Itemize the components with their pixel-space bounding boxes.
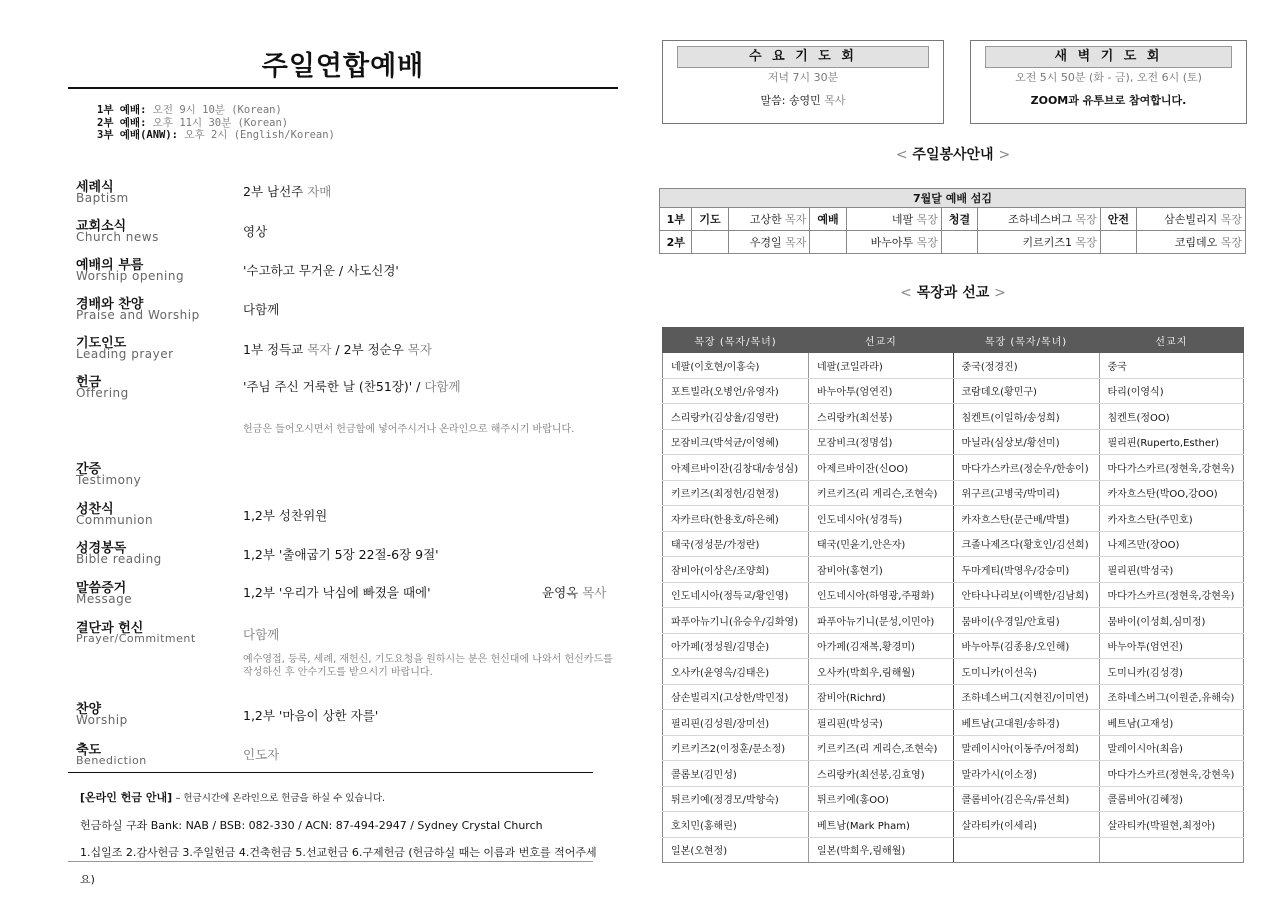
mission-row xyxy=(663,429,1244,455)
mission-field-cell: 도미니카(김성경) xyxy=(1099,659,1243,685)
order-title-en: Communion xyxy=(76,513,154,527)
mission-field-cell: 인도네시아(하영광,주평화) xyxy=(809,582,953,608)
order-value xyxy=(243,377,461,395)
speaker-title: 목사 xyxy=(824,94,846,107)
order-title-en: Message xyxy=(76,592,133,606)
assignee-name: 삼손빌리지 xyxy=(1164,213,1218,226)
service-time-row xyxy=(97,117,335,130)
speaker-label: 말씀: xyxy=(760,94,786,107)
service-category xyxy=(810,231,846,254)
preacher-title: 목사 xyxy=(582,585,607,600)
mission-field-cell: 잠비아(홍현기) xyxy=(809,557,953,583)
order-title-ko: 헌금 xyxy=(76,375,102,390)
mokjang-cell: 카자흐스탄(문근배/박별) xyxy=(953,506,1099,532)
mokjang-cell: 호치민(홍해린) xyxy=(663,812,809,838)
mokjang-cell: 인도네시아(정득교/황인영) xyxy=(663,582,809,608)
order-title-ko: 경배와 찬양 xyxy=(76,297,144,312)
service-table xyxy=(659,188,1246,254)
prayer-leader-2: 2부 정순우 xyxy=(343,342,404,357)
mokjang-cell: 안타나나리보(이백한/김남희) xyxy=(953,582,1099,608)
mokjang-cell: 자카르타(한용호/하은혜) xyxy=(663,506,809,532)
mission-field-cell: 바누아투(엄연진) xyxy=(809,378,953,404)
service-guide-title xyxy=(660,144,1246,164)
mission-table xyxy=(662,327,1244,863)
order-title-ko: 기도인도 xyxy=(76,336,127,351)
service-guide-text: 주일봉사안내 xyxy=(912,147,994,163)
page-title: 주일연합예배 xyxy=(261,51,425,82)
mission-field-cell: 키르키즈(리 게리슨,조현숙) xyxy=(809,480,953,506)
prayer-separator: / xyxy=(335,342,340,357)
service-assignee xyxy=(846,208,941,231)
title-divider xyxy=(68,87,618,89)
mission-field-cell: 아가페(김재복,황경미) xyxy=(809,633,953,659)
mission-row xyxy=(663,506,1244,532)
order-value: 1,2부 '마음이 상한 자를' xyxy=(243,708,379,723)
mokjang-cell: 도미니카(이선옥) xyxy=(953,659,1099,685)
service-time: 오전 9시 10분 (Korean) xyxy=(152,104,282,116)
mission-row xyxy=(663,735,1244,761)
mission-field-cell: 잠비아(Richrd) xyxy=(809,684,953,710)
mission-body xyxy=(663,353,1244,863)
service-assignee xyxy=(728,208,810,231)
mission-field-cell: 마다가스카르(정현욱,강현욱) xyxy=(1099,761,1243,787)
mokjang-cell: 중국(정경진) xyxy=(953,353,1099,379)
order-value: 영상 xyxy=(243,224,268,239)
assignee-title: 목자 xyxy=(785,236,807,249)
mission-field-cell: 뭄바이(이성희,심미정) xyxy=(1099,608,1243,634)
giving-bank: 헌금하실 구좌 Bank: NAB / BSB: 082-330 / ACN: 87-494-2947 / Sydney Crystal Church xyxy=(80,819,543,832)
mokjang-cell: 뭄바이(우경일/안효림) xyxy=(953,608,1099,634)
mokjang-cell: 키르키즈2(이정훈/문소정) xyxy=(663,735,809,761)
assignee-title: 목장 xyxy=(1075,213,1097,226)
mokjang-cell: 모잠비크(박석균/이영혜) xyxy=(663,429,809,455)
assignee-title: 목장 xyxy=(1220,213,1242,226)
order-value xyxy=(243,182,331,200)
order-title-ko: 축도 xyxy=(76,743,102,758)
mission-field-cell: 카자흐스탄(박OO,강OO) xyxy=(1099,480,1243,506)
mission-field-cell: 콜롬비아(김혜정) xyxy=(1099,786,1243,812)
mokjang-cell: 침켄트(이일하/송성희) xyxy=(953,404,1099,430)
assignee-title: 목장 xyxy=(1075,236,1097,249)
mokjang-cell: 키르키즈(최정헌/김현정) xyxy=(663,480,809,506)
wednesday-speaker xyxy=(663,92,943,108)
service-label: 1부 예배: xyxy=(97,104,147,116)
wednesday-time: 저녁 7시 30분 xyxy=(767,71,839,84)
mission-title-text: 목장과 선교 xyxy=(916,285,990,301)
mission-field-cell: 필리핀(박성국) xyxy=(809,710,953,736)
order-title-ko: 간증 xyxy=(76,462,102,477)
mission-field-cell: 튀르키예(홍OO) xyxy=(809,786,953,812)
mokjang-cell: 네팔(이호현/이홍숙) xyxy=(663,353,809,379)
mission-field-cell: 아제르바이잔(신OO) xyxy=(809,455,953,481)
mission-field-cell: 모잠비크(정명섭) xyxy=(809,429,953,455)
assignee-title: 목장 xyxy=(916,236,938,249)
order-title-en: Worship opening xyxy=(76,269,185,283)
service-part: 1부 xyxy=(660,208,692,231)
mokjang-cell: 베트남(고대원/송하경) xyxy=(953,710,1099,736)
mokjang-cell: 스리랑카(김상율/김영란) xyxy=(663,404,809,430)
giving-heading: [온라인 헌금 안내] xyxy=(80,791,173,804)
mokjang-cell xyxy=(953,837,1099,863)
assignee-name: 코림데오 xyxy=(1174,236,1218,249)
mission-field-cell: 오사카(박희우,림해월) xyxy=(809,659,953,685)
service-assignee xyxy=(1137,231,1246,254)
commitment-note: 예수영접, 등록, 세례, 재헌신, 기도요청을 원하시는 분은 헌신대에 나와서 헌신카드를 작성하신 후 안수기도를 받으시기 바랍니다. xyxy=(243,654,613,678)
service-row xyxy=(660,231,1246,254)
service-assignee xyxy=(978,231,1101,254)
mission-row xyxy=(663,582,1244,608)
service-part: 2부 xyxy=(660,231,692,254)
mokjang-cell: 말라가시(이소정) xyxy=(953,761,1099,787)
order-value: 1,2부 '우리가 낙심에 빠졌을 때에' xyxy=(243,585,431,600)
mission-row xyxy=(663,378,1244,404)
order-title-en: Church news xyxy=(76,230,159,244)
mission-field-cell: 네팔(코일라라) xyxy=(809,353,953,379)
mokjang-cell: 조하네스버그(지현진/이미연) xyxy=(953,684,1099,710)
service-label: 2부 예배: xyxy=(97,116,147,129)
mission-field-cell: 키르키즈(리 게리슨,조현숙) xyxy=(809,735,953,761)
assignee-name: 고상한 xyxy=(749,213,782,226)
mission-title xyxy=(660,282,1246,302)
giving-intro: – 헌금시간에 온라인으로 헌금을 하실 수 있습니다. xyxy=(175,793,386,804)
order-value: 1,2부 성찬위원 xyxy=(243,508,328,523)
bracket-right: > xyxy=(998,147,1011,163)
service-category: 청결 xyxy=(941,208,977,231)
order-title-ko: 성찬식 xyxy=(76,502,114,517)
assignee-title: 목자 xyxy=(785,213,807,226)
bracket-left: < xyxy=(895,147,908,163)
mission-row xyxy=(663,761,1244,787)
order-title-en: Offering xyxy=(76,386,129,400)
mission-row xyxy=(663,557,1244,583)
service-assignee xyxy=(846,231,941,254)
order-title-ko: 세례식 xyxy=(76,180,114,195)
mission-row xyxy=(663,455,1244,481)
mission-field-cell: 바누아투(엄연진) xyxy=(1099,633,1243,659)
mission-row xyxy=(663,404,1244,430)
order-title-ko: 찬양 xyxy=(76,702,102,717)
mokjang-cell: 코람데오(황민구) xyxy=(953,378,1099,404)
assignee-title: 목장 xyxy=(1220,236,1242,249)
mokjang-cell: 마다가스카르(정순우/한송이) xyxy=(953,455,1099,481)
wednesday-prayer-title: 수 요 기 도 회 xyxy=(677,46,929,68)
service-time-row xyxy=(97,104,335,117)
prayer-leader-2-title: 목자 xyxy=(407,342,432,357)
service-assignee xyxy=(978,208,1101,231)
mokjang-cell: 삼손빌리지(고상한/박민정) xyxy=(663,684,809,710)
mission-header-cell: 선교지 xyxy=(1099,328,1243,353)
order-title-ko: 결단과 헌신 xyxy=(76,621,144,636)
mokjang-cell: 필리핀(김성원/장미선) xyxy=(663,710,809,736)
mokjang-cell: 콜롬비아(김은옥/류선희) xyxy=(953,786,1099,812)
order-value: 1,2부 '출애굽기 5장 22절-6장 9절' xyxy=(243,547,439,562)
order-title-en: Leading prayer xyxy=(76,347,174,361)
mission-field-cell: 스리랑카(최선봉) xyxy=(809,404,953,430)
order-title-en: Bible reading xyxy=(76,552,162,566)
giving-types: 1.십일조 2.감사헌금 3.주일헌금 4.건축헌금 5.선교헌금 6.구제헌금 (헌금하실 때는 이름과 번호를 적어주세요) xyxy=(80,846,597,886)
order-value xyxy=(243,340,432,358)
prayer-leader-1: 1부 정득교 xyxy=(243,342,304,357)
assignee-name: 네팔 xyxy=(891,213,914,226)
mission-field-cell: 파푸아뉴기니(문성,이민아) xyxy=(809,608,953,634)
service-category: 안전 xyxy=(1100,208,1136,231)
order-value-text: 2부 남선주 xyxy=(243,184,304,199)
giving-divider xyxy=(68,772,593,773)
order-title-ko: 말씀증거 xyxy=(76,581,127,596)
order-title-en: Praise and Worship xyxy=(76,308,200,322)
speaker-name: 송영민 xyxy=(788,94,821,107)
service-time: 오후 2시 (English/Korean) xyxy=(184,129,335,141)
assignee-name: 키르키즈1 xyxy=(1022,236,1072,249)
bracket-right: > xyxy=(994,285,1006,301)
dawn-prayer-box xyxy=(970,40,1247,124)
mission-field-cell: 필리핀(박성국) xyxy=(1099,557,1243,583)
mission-header-cell: 목장 (목자/목녀) xyxy=(953,328,1099,353)
mokjang-cell: 파푸아뉴기니(유승우/김화영) xyxy=(663,608,809,634)
mission-field-cell: 마다가스카르(정현욱,강현욱) xyxy=(1099,455,1243,481)
mokjang-cell: 크졸나제즈다(황호인/김선희) xyxy=(953,531,1099,557)
service-category: 기도 xyxy=(692,208,728,231)
mokjang-cell: 포트빌라(오병언/유영자) xyxy=(663,378,809,404)
service-time: 오후 11시 30분 (Korean) xyxy=(152,116,289,129)
order-value-title: 자매 xyxy=(307,184,332,199)
order-title-en: Testimony xyxy=(76,473,142,487)
mokjang-cell: 오사카(윤영옥/김태은) xyxy=(663,659,809,685)
giving-heading-row xyxy=(80,784,610,812)
order-title-ko: 교회소식 xyxy=(76,219,127,234)
mission-row xyxy=(663,659,1244,685)
bottom-divider xyxy=(68,861,593,862)
service-assignee xyxy=(1137,208,1246,231)
dawn-prayer-title: 새 벽 기 도 회 xyxy=(985,46,1232,68)
mission-field-cell: 베트남(Mark Pham) xyxy=(809,812,953,838)
mokjang-cell: 마닐라(심상보/황선미) xyxy=(953,429,1099,455)
mission-field-cell: 마다가스카르(정현욱,강현욱) xyxy=(1099,582,1243,608)
service-category: 예배 xyxy=(810,208,846,231)
assignee-title: 목장 xyxy=(916,213,938,226)
order-value: 인도자 xyxy=(243,747,280,762)
mission-row xyxy=(663,633,1244,659)
mission-row xyxy=(663,608,1244,634)
service-assignee xyxy=(728,231,810,254)
order-title-en: Baptism xyxy=(76,191,129,205)
mission-field-cell: 인도네시아(성경득) xyxy=(809,506,953,532)
service-category xyxy=(692,231,728,254)
mission-header-row xyxy=(663,328,1244,353)
order-title-en: Benediction xyxy=(76,754,147,767)
mission-field-cell: 일본(박희우,림해월) xyxy=(809,837,953,863)
order-value: 다함께 xyxy=(243,302,280,317)
order-value: 다함께 xyxy=(243,627,280,642)
service-row xyxy=(660,208,1246,231)
online-giving-info xyxy=(80,784,610,893)
mokjang-cell: 태국(정성문/가정란) xyxy=(663,531,809,557)
order-title-en: Worship xyxy=(76,713,128,727)
order-value-text: '주님 주신 거룩한 날 (찬51장)' / xyxy=(243,379,421,394)
mokjang-cell: 일본(오현정) xyxy=(663,837,809,863)
service-category xyxy=(1100,231,1136,254)
mission-row xyxy=(663,353,1244,379)
prayer-leader-1-title: 목자 xyxy=(307,342,332,357)
mokjang-cell: 아제르바이잔(김창대/송성심) xyxy=(663,455,809,481)
mission-field-cell: 스리랑카(최선봉,김효영) xyxy=(809,761,953,787)
service-label: 3부 예배(ANW): xyxy=(97,129,179,141)
assignee-name: 우경일 xyxy=(749,236,782,249)
mokjang-cell: 살라티카(이세리) xyxy=(953,812,1099,838)
bracket-left: < xyxy=(900,285,912,301)
mokjang-cell: 잠비아(이상은/조양희) xyxy=(663,557,809,583)
mission-field-cell xyxy=(1099,837,1243,863)
preacher-name: 윤영옥 xyxy=(542,585,579,600)
mission-header-cell: 목장 (목자/목녀) xyxy=(663,328,809,353)
mission-field-cell: 태국(민윤기,안은자) xyxy=(809,531,953,557)
mokjang-cell: 아가페(정성원/김명순) xyxy=(663,633,809,659)
assignee-name: 바누아투 xyxy=(870,236,914,249)
assignee-name: 조하네스버그 xyxy=(1008,213,1072,226)
mission-field-cell: 침켄트(정OO) xyxy=(1099,404,1243,430)
mokjang-cell: 튀르키예(정경모/박향숙) xyxy=(663,786,809,812)
mission-field-cell: 말레이시아(최음) xyxy=(1099,735,1243,761)
service-times xyxy=(97,104,335,142)
mokjang-cell: 말레이시아(이동주/어정희) xyxy=(953,735,1099,761)
dawn-time: 오전 5시 50분 (화 - 금), 오전 6시 (토) xyxy=(1015,71,1202,84)
mission-header-cell: 선교지 xyxy=(809,328,953,353)
service-table-header: 7월달 예배 섬김 xyxy=(660,189,1246,208)
order-value-extra: 다함께 xyxy=(424,379,461,394)
mission-row xyxy=(663,684,1244,710)
mission-field-cell: 중국 xyxy=(1099,353,1243,379)
dawn-note: ZOOM과 유투브로 참여합니다. xyxy=(1030,94,1187,107)
sermon-preacher xyxy=(542,583,606,601)
wednesday-prayer-box xyxy=(662,40,944,124)
order-title-en: Prayer/Commitment xyxy=(76,632,196,645)
mission-row xyxy=(663,710,1244,736)
mission-field-cell: 나제즈만(장OO) xyxy=(1099,531,1243,557)
mission-field-cell: 타리(이영식) xyxy=(1099,378,1243,404)
service-category xyxy=(941,231,977,254)
order-title-ko: 예배의 부름 xyxy=(76,258,144,273)
mokjang-cell: 바누아투(김종용/오인해) xyxy=(953,633,1099,659)
mission-field-cell: 조하네스버그(이원준,유해숙) xyxy=(1099,684,1243,710)
mission-row xyxy=(663,480,1244,506)
mission-field-cell: 베트남(고재성) xyxy=(1099,710,1243,736)
mokjang-cell: 위구르(고병국/박미리) xyxy=(953,480,1099,506)
order-value: '수고하고 무거운 / 사도신경' xyxy=(243,263,399,278)
offering-note: 헌금은 들어오시면서 헌금함에 넣어주시거나 온라인으로 해주시기 바랍니다. xyxy=(243,424,575,435)
mission-row xyxy=(663,837,1244,863)
mission-field-cell: 필리핀(Ruperto,Esther) xyxy=(1099,429,1243,455)
mission-field-cell: 살라티카(박필현,최정아) xyxy=(1099,812,1243,838)
mokjang-cell: 두마게티(박영우/강승미) xyxy=(953,557,1099,583)
mission-row xyxy=(663,531,1244,557)
service-time-row xyxy=(97,129,335,142)
mission-field-cell: 카자흐스탄(주민호) xyxy=(1099,506,1243,532)
mokjang-cell: 콜롬보(김민성) xyxy=(663,761,809,787)
mission-row xyxy=(663,812,1244,838)
order-title-ko: 성경봉독 xyxy=(76,541,127,556)
mission-row xyxy=(663,786,1244,812)
